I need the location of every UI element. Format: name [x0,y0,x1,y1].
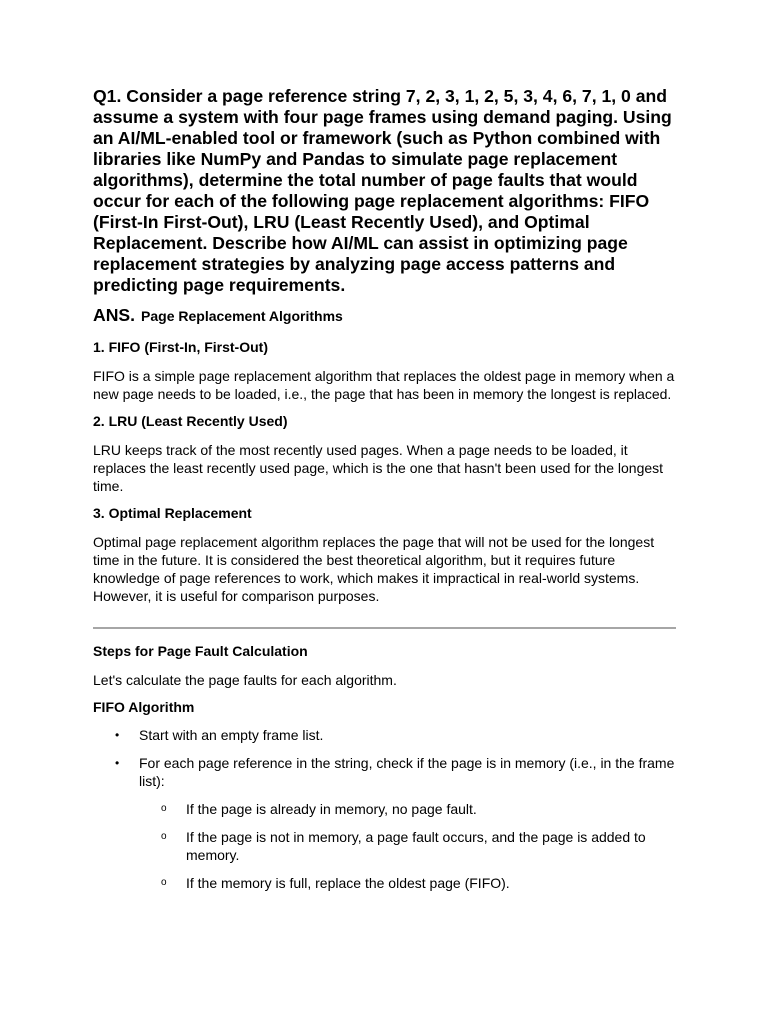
question-text: Q1. Consider a page reference string 7, 2, 3, 1, 2, 5, 3, 4, 6, 7, 1, 0 and assume a system with four page frames using demand paging. Using an AI/ML-enabled tool or framework (such as Python combined with libraries like NumPy and Pandas to simulate page replacement algorithms), determine the total number of page faults that would occur for each of the following page replacement algorithms: FIFO (First-In First-Out), LRU (Least Recently Used), and Optimal Replacement. Describe how AI/ML can assist in optimizing page replacement strategies by analyzing page access patterns and predicting page requirements. [93,86,672,295]
list-item [93,800,683,818]
list-item [93,874,683,892]
list-item-text: If the page is not in memory, a page fault occurs, and the page is added to memory. [186,829,646,863]
optimal-description: Optimal page replacement algorithm replaces the page that will not be used for the longest time in the future. It is considered the best theoretical algorithm, but it requires future knowledge of page references to work, which makes it impractical in real-world systems. However, it is useful for comparison purposes. [93,534,655,604]
fifo-heading: 1. FIFO (First-In, First-Out) [93,339,268,355]
lru-heading: 2. LRU (Least Recently Used) [93,413,288,429]
list-item [93,828,683,864]
lru-description: LRU keeps track of the most recently used pages. When a page needs to be loaded, it replaces the least recently used page, which is the one that hasn't been used for the longest time. [93,442,664,494]
fifo-substeps-list [93,800,683,892]
list-item [93,754,683,790]
fifo-algorithm-heading: FIFO Algorithm [93,699,195,715]
list-item-text: For each page reference in the string, check if the page is in memory (i.e., in the frame list): [139,755,675,789]
fifo-description: FIFO is a simple page replacement algorithm that replaces the oldest page in memory when a new page needs to be loaded, i.e., the page that has been in memory the longest is replaced. [93,368,675,402]
list-item-text: If the page is already in memory, no page fault. [186,801,477,817]
bullet-icon: • [115,756,120,770]
list-item-text: Start with an empty frame list. [139,727,324,743]
steps-heading: Steps for Page Fault Calculation [93,643,308,659]
answer-label: ANS. [93,305,136,325]
answer-heading: Page Replacement Algorithms [141,308,343,324]
list-item-text: If the memory is full, replace the oldest page (FIFO). [186,875,510,891]
answer-header [93,305,683,327]
bullet-icon: • [115,728,120,742]
circle-bullet-icon: o [161,831,167,842]
optimal-heading: 3. Optimal Replacement [93,505,252,521]
circle-bullet-icon: o [161,803,167,814]
steps-intro: Let's calculate the page faults for each algorithm. [93,672,397,688]
list-item [93,726,683,744]
document-page [93,86,683,892]
horizontal-divider [93,627,676,629]
fifo-steps-list [93,726,683,790]
circle-bullet-icon: o [161,877,167,888]
